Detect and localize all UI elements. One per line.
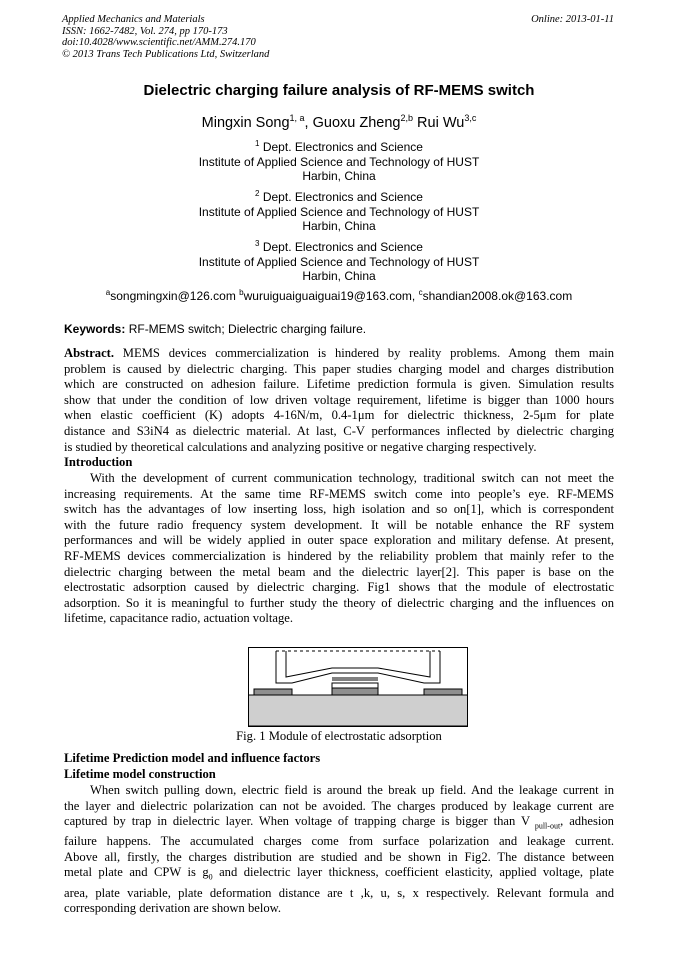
figure-caption: Fig. 1 Module of electrostatic adsorption — [236, 729, 442, 743]
email-link[interactable]: wuruiguaiguaiguai19@163.com — [243, 289, 412, 303]
signal-line — [332, 688, 378, 695]
issn: ISSN: 1662-7482, Vol. 274, pp 170-173 — [62, 25, 228, 37]
copyright: © 2013 Trans Tech Publications Ltd, Switzerland — [62, 48, 270, 60]
author-name: Guoxu Zheng — [312, 114, 401, 131]
introduction-body: With the development of current communication technology, traditional switch can not meet the increasing requirements. At the same time RF-MEMS switch come into people’s eye. RF-MEMS switch has the advantages of low inserting loss, high isolation and so on[1], which is correspondent with the future radio frequency system development. It will be notable enhance the RF system performances and will be widely applied in outer space exploration and military defense. At present, RF-MEMS devices commercialization is hindered by the reliability problem that mainly refer to the dielectric charging between the metal beam and the dielectric layer[2]. This paper is base on the electrostatic adsorption caused by dielectric charging. Fig1 shows that the module of electrostatic adsorption. So it is meaningful to further study the theory of dielectric charging and the influences on lifetime, capacitance radio, actuation voltage. — [64, 471, 614, 626]
abstract-label: Abstract. — [64, 346, 115, 360]
journal-name: Applied Mechanics and Materials — [62, 14, 205, 25]
author-sup: 2,b — [400, 113, 413, 123]
section-heading-introduction: Introduction — [64, 455, 133, 469]
author-sup: 3,c — [464, 113, 477, 123]
email-list: $^a$songmingxin@126.com $^b$wuruiguaiguaiguai19@163.com, $^c$shandian2008.ok@163.com — [105, 288, 573, 303]
author-name: Mingxin Song — [201, 114, 290, 131]
abstract: Abstract. MEMS devices commercialization is hindered by reality problems. Among them main problem is caused by dielectric charging. This paper studies charging model and charges distribution which are constructed on adhesion failure. Lifetime prediction formula is given. Simulation results show that under the condition of low driven voltage requirement, lifetime is bigger than 1000 hours when elastic coefficient (K) adopts 4-16N/m, 0.4-1μm for dielectric thickness, 2-5μm for plate distance and S3iN4 as dielectric material. At last, C-V performances inflected by dielectric charging is studied by theoretical calculations and analyzing positive or negative charging respectively. — [64, 346, 614, 454]
dielectric-layer — [332, 683, 378, 688]
affiliation-3: $^3$ Dept. Electronics and Science Institute of Applied Science and Technology of HUST Harbin, China — [198, 239, 480, 283]
email-link[interactable]: shandian2008.ok@163.com — [422, 289, 573, 303]
author-list: Mingxin Song$^{1, a}$, Guoxu Zheng$^{2,b}$ Rui Wu$^{3,c}$ — [201, 113, 477, 131]
keywords — [64, 322, 366, 336]
email-link[interactable]: songmingxin@126.com — [110, 289, 236, 303]
figure-electrostatic-adsorption — [248, 647, 468, 727]
keywords-text: RF-MEMS switch; Dielectric charging failure. — [125, 322, 367, 336]
anchor-left-pad — [254, 689, 292, 695]
substrate — [249, 695, 468, 726]
author-name: Rui Wu — [417, 114, 465, 131]
doi: doi:10.4028/www.scientific.net/AMM.274.170 — [62, 37, 256, 48]
paper-title: Dielectric charging failure analysis of RF-MEMS switch — [143, 82, 535, 99]
affiliation-1: $^1$ Dept. Electronics and Science Institute of Applied Science and Technology of HUST Harbin, China — [198, 139, 480, 183]
anchor-right-pad — [424, 689, 462, 695]
affiliation-2: $^2$ Dept. Electronics and Science Institute of Applied Science and Technology of HUST Harbin, China — [198, 189, 480, 233]
lifetime-body: When switch pulling down, electric field is around the break up field. And the leakage current in the layer and dielectric polarization can not be avoided. The charges produced by leakage current are captured by trap in dielectric layer. When voltage of trapping charge is bigger than V $_{pull-out}$, adhesion failure happens. The accumulated charges come from surface polarization and leakage current. Above all, firstly, the charges distribution are studied and be shown in Fig2. The distance between metal plate and CPW is $g_0$ and dielectric layer thickness, coefficient elasticity, applied voltage, plate area, plate variable, plate deformation distance are t ,k, u, s, x respectively. Relevant formula and corresponding derivation are shown below. — [64, 783, 614, 916]
section-heading-lifetime: Lifetime Prediction model and influence factors — [64, 751, 321, 765]
author-sup: 1, a — [289, 113, 305, 123]
online-date: Online: 2013-01-11 — [531, 14, 614, 25]
keywords-label: Keywords: — [64, 322, 126, 336]
journal-meta — [62, 14, 269, 60]
subsection-heading-lifetime-model: Lifetime model construction — [64, 767, 216, 781]
